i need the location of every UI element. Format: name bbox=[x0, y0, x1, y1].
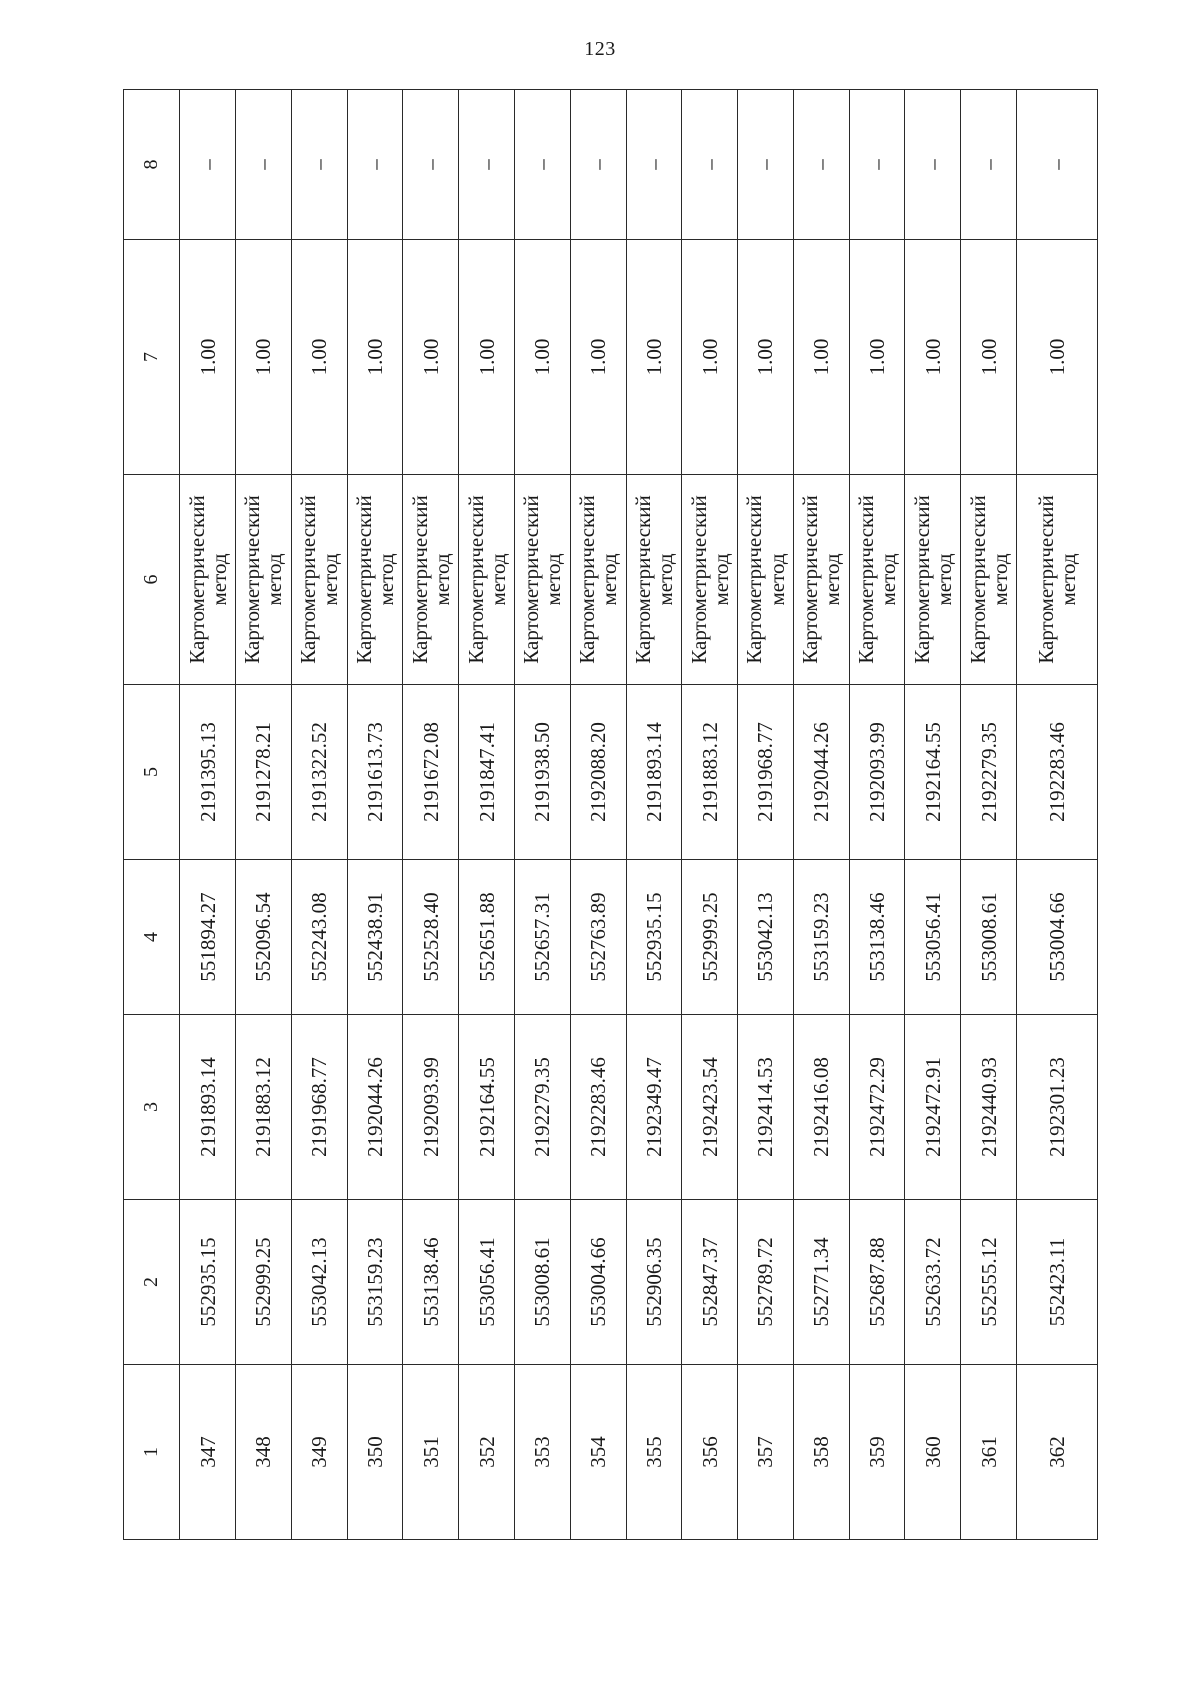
y-start-cell: 2192349.47 bbox=[626, 1015, 682, 1200]
y-end-cell: 2191938.50 bbox=[515, 685, 571, 860]
x-start-cell: 552633.72 bbox=[905, 1200, 961, 1365]
table-row bbox=[849, 90, 905, 1540]
y-start-cell: 2191968.77 bbox=[291, 1015, 347, 1200]
accuracy-cell: 1.00 bbox=[347, 240, 403, 475]
method-cell: Картометрический метод bbox=[291, 475, 347, 685]
method-cell: Картометрический метод bbox=[459, 475, 515, 685]
y-start-cell: 2192283.46 bbox=[570, 1015, 626, 1200]
method-cell: Картометрический метод bbox=[570, 475, 626, 685]
accuracy-cell: 1.00 bbox=[682, 240, 738, 475]
table-row bbox=[347, 90, 403, 1540]
coordinates-table bbox=[123, 89, 1098, 1540]
x-end-cell: 553056.41 bbox=[905, 860, 961, 1015]
method-cell: Картометрический метод bbox=[905, 475, 961, 685]
y-start-cell: 2192472.91 bbox=[905, 1015, 961, 1200]
table-row bbox=[682, 90, 738, 1540]
accuracy-cell: 1.00 bbox=[236, 240, 292, 475]
x-start-cell: 552555.12 bbox=[961, 1200, 1017, 1365]
x-end-cell: 551894.27 bbox=[180, 860, 236, 1015]
note-cell: – bbox=[793, 90, 849, 240]
table-row bbox=[738, 90, 794, 1540]
point-number-cell: 354 bbox=[570, 1365, 626, 1540]
accuracy-cell: 1.00 bbox=[291, 240, 347, 475]
accuracy-cell: 1.00 bbox=[459, 240, 515, 475]
y-start-cell: 2192472.29 bbox=[849, 1015, 905, 1200]
x-start-cell: 553159.23 bbox=[347, 1200, 403, 1365]
method-cell: Картометрический метод bbox=[347, 475, 403, 685]
point-number-cell: 350 bbox=[347, 1365, 403, 1540]
point-number-cell: 355 bbox=[626, 1365, 682, 1540]
accuracy-cell: 1.00 bbox=[570, 240, 626, 475]
x-end-cell: 553004.66 bbox=[1017, 860, 1098, 1015]
y-start-cell: 2192423.54 bbox=[682, 1015, 738, 1200]
y-start-cell: 2192301.23 bbox=[1017, 1015, 1098, 1200]
header-cell: 1 bbox=[124, 1365, 180, 1540]
x-start-cell: 552999.25 bbox=[236, 1200, 292, 1365]
x-start-cell: 553004.66 bbox=[570, 1200, 626, 1365]
header-cell: 5 bbox=[124, 685, 180, 860]
x-end-cell: 552657.31 bbox=[515, 860, 571, 1015]
point-number-cell: 348 bbox=[236, 1365, 292, 1540]
table-row bbox=[961, 90, 1017, 1540]
note-cell: – bbox=[459, 90, 515, 240]
table-row bbox=[459, 90, 515, 1540]
table-header-row bbox=[124, 90, 180, 1540]
table-row bbox=[180, 90, 236, 1540]
method-cell: Картометрический метод bbox=[793, 475, 849, 685]
accuracy-cell: 1.00 bbox=[849, 240, 905, 475]
y-start-cell: 2191883.12 bbox=[236, 1015, 292, 1200]
accuracy-cell: 1.00 bbox=[961, 240, 1017, 475]
x-start-cell: 552687.88 bbox=[849, 1200, 905, 1365]
x-start-cell: 552847.37 bbox=[682, 1200, 738, 1365]
point-number-cell: 362 bbox=[1017, 1365, 1098, 1540]
accuracy-cell: 1.00 bbox=[793, 240, 849, 475]
accuracy-cell: 1.00 bbox=[905, 240, 961, 475]
x-end-cell: 552763.89 bbox=[570, 860, 626, 1015]
table-row bbox=[291, 90, 347, 1540]
accuracy-cell: 1.00 bbox=[738, 240, 794, 475]
point-number-cell: 356 bbox=[682, 1365, 738, 1540]
x-start-cell: 552771.34 bbox=[793, 1200, 849, 1365]
x-end-cell: 552243.08 bbox=[291, 860, 347, 1015]
method-cell: Картометрический метод bbox=[626, 475, 682, 685]
table-row bbox=[793, 90, 849, 1540]
y-start-cell: 2192093.99 bbox=[403, 1015, 459, 1200]
x-start-cell: 552906.35 bbox=[626, 1200, 682, 1365]
header-cell: 7 bbox=[124, 240, 180, 475]
table-row bbox=[515, 90, 571, 1540]
y-end-cell: 2191847.41 bbox=[459, 685, 515, 860]
note-cell: – bbox=[291, 90, 347, 240]
accuracy-cell: 1.00 bbox=[180, 240, 236, 475]
note-cell: – bbox=[905, 90, 961, 240]
y-end-cell: 2191395.13 bbox=[180, 685, 236, 860]
note-cell: – bbox=[570, 90, 626, 240]
x-start-cell: 552789.72 bbox=[738, 1200, 794, 1365]
x-start-cell: 553056.41 bbox=[459, 1200, 515, 1365]
x-start-cell: 552423.11 bbox=[1017, 1200, 1098, 1365]
method-cell: Картометрический метод bbox=[180, 475, 236, 685]
y-end-cell: 2191893.14 bbox=[626, 685, 682, 860]
method-cell: Картометрический метод bbox=[682, 475, 738, 685]
x-start-cell: 553008.61 bbox=[515, 1200, 571, 1365]
x-start-cell: 553138.46 bbox=[403, 1200, 459, 1365]
header-cell: 4 bbox=[124, 860, 180, 1015]
note-cell: – bbox=[347, 90, 403, 240]
method-cell: Картометрический метод bbox=[1017, 475, 1098, 685]
y-end-cell: 2192164.55 bbox=[905, 685, 961, 860]
point-number-cell: 349 bbox=[291, 1365, 347, 1540]
x-end-cell: 553042.13 bbox=[738, 860, 794, 1015]
table-row bbox=[403, 90, 459, 1540]
header-cell: 8 bbox=[124, 90, 180, 240]
note-cell: – bbox=[403, 90, 459, 240]
x-end-cell: 552651.88 bbox=[459, 860, 515, 1015]
y-start-cell: 2192044.26 bbox=[347, 1015, 403, 1200]
x-start-cell: 552935.15 bbox=[180, 1200, 236, 1365]
note-cell: – bbox=[1017, 90, 1098, 240]
accuracy-cell: 1.00 bbox=[403, 240, 459, 475]
y-end-cell: 2192279.35 bbox=[961, 685, 1017, 860]
x-end-cell: 553138.46 bbox=[849, 860, 905, 1015]
y-end-cell: 2192088.20 bbox=[570, 685, 626, 860]
method-cell: Картометрический метод bbox=[403, 475, 459, 685]
x-end-cell: 552096.54 bbox=[236, 860, 292, 1015]
table-row bbox=[626, 90, 682, 1540]
y-start-cell: 2192440.93 bbox=[961, 1015, 1017, 1200]
note-cell: – bbox=[236, 90, 292, 240]
note-cell: – bbox=[849, 90, 905, 240]
x-end-cell: 552528.40 bbox=[403, 860, 459, 1015]
method-cell: Картометрический метод bbox=[961, 475, 1017, 685]
point-number-cell: 359 bbox=[849, 1365, 905, 1540]
y-start-cell: 2192414.53 bbox=[738, 1015, 794, 1200]
table-row bbox=[570, 90, 626, 1540]
page-number: 123 bbox=[584, 38, 616, 60]
x-start-cell: 553042.13 bbox=[291, 1200, 347, 1365]
point-number-cell: 352 bbox=[459, 1365, 515, 1540]
note-cell: – bbox=[626, 90, 682, 240]
header-cell: 6 bbox=[124, 475, 180, 685]
y-end-cell: 2192093.99 bbox=[849, 685, 905, 860]
x-end-cell: 552438.91 bbox=[347, 860, 403, 1015]
table-row bbox=[1017, 90, 1098, 1540]
point-number-cell: 351 bbox=[403, 1365, 459, 1540]
note-cell: – bbox=[682, 90, 738, 240]
y-start-cell: 2192164.55 bbox=[459, 1015, 515, 1200]
y-end-cell: 2191278.21 bbox=[236, 685, 292, 860]
y-end-cell: 2191883.12 bbox=[682, 685, 738, 860]
note-cell: – bbox=[738, 90, 794, 240]
method-cell: Картометрический метод bbox=[515, 475, 571, 685]
point-number-cell: 361 bbox=[961, 1365, 1017, 1540]
y-end-cell: 2192044.26 bbox=[793, 685, 849, 860]
point-number-cell: 353 bbox=[515, 1365, 571, 1540]
header-cell: 2 bbox=[124, 1200, 180, 1365]
table-body bbox=[124, 90, 1098, 1540]
x-end-cell: 553008.61 bbox=[961, 860, 1017, 1015]
y-end-cell: 2191968.77 bbox=[738, 685, 794, 860]
note-cell: – bbox=[961, 90, 1017, 240]
method-cell: Картометрический метод bbox=[236, 475, 292, 685]
point-number-cell: 360 bbox=[905, 1365, 961, 1540]
x-end-cell: 552935.15 bbox=[626, 860, 682, 1015]
x-end-cell: 553159.23 bbox=[793, 860, 849, 1015]
y-end-cell: 2192283.46 bbox=[1017, 685, 1098, 860]
accuracy-cell: 1.00 bbox=[1017, 240, 1098, 475]
y-start-cell: 2191893.14 bbox=[180, 1015, 236, 1200]
y-start-cell: 2192416.08 bbox=[793, 1015, 849, 1200]
rotated-table-container bbox=[123, 90, 1098, 1540]
accuracy-cell: 1.00 bbox=[515, 240, 571, 475]
y-end-cell: 2191672.08 bbox=[403, 685, 459, 860]
table-row bbox=[236, 90, 292, 1540]
note-cell: – bbox=[180, 90, 236, 240]
accuracy-cell: 1.00 bbox=[626, 240, 682, 475]
point-number-cell: 358 bbox=[793, 1365, 849, 1540]
x-end-cell: 552999.25 bbox=[682, 860, 738, 1015]
y-start-cell: 2192279.35 bbox=[515, 1015, 571, 1200]
y-end-cell: 2191322.52 bbox=[291, 685, 347, 860]
y-end-cell: 2191613.73 bbox=[347, 685, 403, 860]
point-number-cell: 357 bbox=[738, 1365, 794, 1540]
header-cell: 3 bbox=[124, 1015, 180, 1200]
table-row bbox=[905, 90, 961, 1540]
note-cell: – bbox=[515, 90, 571, 240]
method-cell: Картометрический метод bbox=[738, 475, 794, 685]
method-cell: Картометрический метод bbox=[849, 475, 905, 685]
point-number-cell: 347 bbox=[180, 1365, 236, 1540]
